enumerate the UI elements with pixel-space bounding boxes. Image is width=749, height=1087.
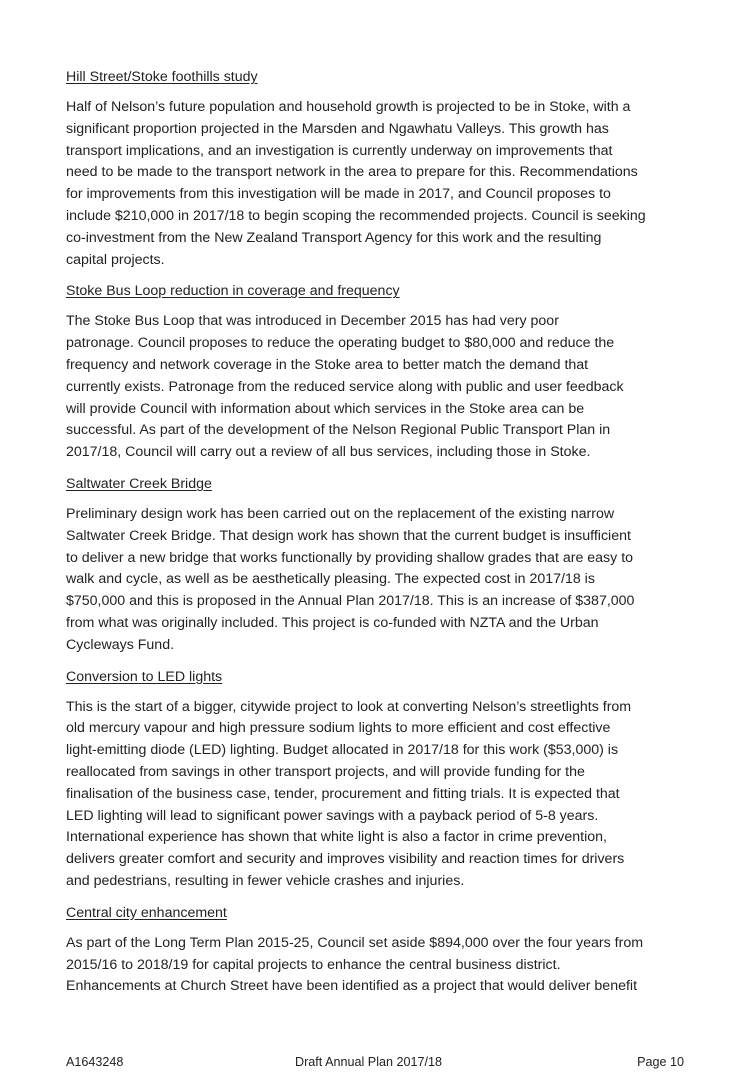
paragraph-line: frequency and network coverage in the Stoke area to better match the demand that (66, 356, 589, 373)
section-heading: Hill Street/Stoke foothills study (66, 69, 258, 85)
document-title: Draft Annual Plan 2017/18 (295, 1055, 443, 1069)
paragraph-line: walk and cycle, as well as be aesthetically pleasing. The expected cost in 2017/18 is (66, 571, 595, 588)
paragraph-line: for improvements from this investigation will be made in 2017, and Council proposes to (66, 186, 611, 203)
paragraph-line: significant proportion projected in the Marsden and Ngawhatu Valleys. This growth has (66, 120, 609, 137)
paragraph-line: finalisation of the business case, tender, procurement and fitting trials. It is expected that (66, 785, 620, 802)
paragraph-line: Saltwater Creek Bridge. That design work has shown that the current budget is insufficient (66, 527, 631, 544)
paragraph-line: 2015/16 to 2018/19 for capital projects to enhance the central business district. (66, 956, 561, 973)
section-paragraph (66, 97, 694, 271)
section-paragraph (66, 311, 694, 464)
section-heading: Central city enhancement (66, 904, 227, 921)
paragraph-line: to deliver a new bridge that works functionally by providing shallow grades that are easy to (66, 549, 634, 566)
section-hill-street (66, 66, 694, 271)
paragraph-line: patronage. Council proposes to reduce the operating budget to $80,000 and reduce the (66, 335, 615, 352)
section-central-city (66, 902, 694, 998)
paragraph-line: Preliminary design work has been carried out on the replacement of the existing narrow (66, 505, 615, 522)
paragraph-line: 2017/18, Council will carry out a review of all bus services, including those in Stoke. (66, 444, 591, 461)
paragraph-line: from what was originally included. This project is co-funded with NZTA and the Urban (66, 614, 599, 631)
paragraph-line: old mercury vapour and high pressure sodium lights to more efficient and cost effective (66, 720, 611, 737)
section-saltwater-creek-bridge (66, 473, 694, 657)
paragraph-line: light-emitting diode (LED) lighting. Budget allocated in 2017/18 for this work ($53,000) is (66, 742, 619, 759)
paragraph-line: reallocated from savings in other transport projects, and will provide funding for the (66, 763, 585, 780)
paragraph-line: capital projects. (66, 251, 165, 268)
paragraph-line: include $210,000 in 2017/18 to begin scoping the recommended projects. Council is seeking (66, 207, 646, 224)
paragraph-line: co-investment from the New Zealand Transport Agency for this work and the resulting (66, 229, 602, 246)
section-paragraph (66, 697, 694, 893)
section-stoke-bus-loop (66, 280, 694, 464)
section-heading: Saltwater Creek Bridge (66, 475, 212, 492)
paragraph-line: International experience has shown that white light is also a factor in crime prevention, (66, 829, 607, 846)
section-led-lights (66, 666, 694, 893)
paragraph-line: $750,000 and this is proposed in the Annual Plan 2017/18. This is an increase of $387,000 (66, 593, 635, 610)
paragraph-line: successful. As part of the development of the Nelson Regional Public Transport Plan in (66, 422, 611, 439)
paragraph-line: LED lighting will lead to significant power savings with a payback period of 5-8 years. (66, 807, 599, 824)
paragraph-line: This is the start of a bigger, citywide project to look at converting Nelson’s streetlights from (66, 698, 632, 715)
paragraph-line: transport implications, and an investigation is currently underway on improvements that (66, 142, 613, 159)
page-number: Page 10 (637, 1055, 684, 1069)
document-body (66, 66, 694, 1007)
section-heading: Stoke Bus Loop reduction in coverage and frequency (66, 283, 400, 300)
paragraph-line: Half of Nelson’s future population and household growth is projected to be in Stoke, with a (66, 99, 631, 115)
paragraph-line: As part of the Long Term Plan 2015-25, Council set aside $894,000 over the four years from (66, 934, 644, 951)
paragraph-line: The Stoke Bus Loop that was introduced in December 2015 has had very poor (66, 313, 559, 330)
paragraph-line: currently exists. Patronage from the reduced service along with public and user feedback (66, 378, 624, 395)
paragraph-line: need to be made to the transport network in the area to prepare for this. Recommendations (66, 164, 638, 181)
section-paragraph (66, 933, 694, 998)
section-heading: Conversion to LED lights (66, 668, 223, 685)
section-paragraph (66, 504, 694, 657)
paragraph-line: will provide Council with information about which services in the Stoke area can be (66, 400, 585, 417)
paragraph-line: and pedestrians, resulting in fewer vehicle crashes and injuries. (66, 872, 465, 889)
paragraph-line: Cycleways Fund. (66, 636, 175, 653)
document-reference: A1643248 (66, 1055, 124, 1069)
paragraph-line: delivers greater comfort and security and improves visibility and reaction times for drivers (66, 851, 625, 868)
paragraph-line: Enhancements at Church Street have been identified as a project that would deliver benefit (66, 978, 638, 995)
